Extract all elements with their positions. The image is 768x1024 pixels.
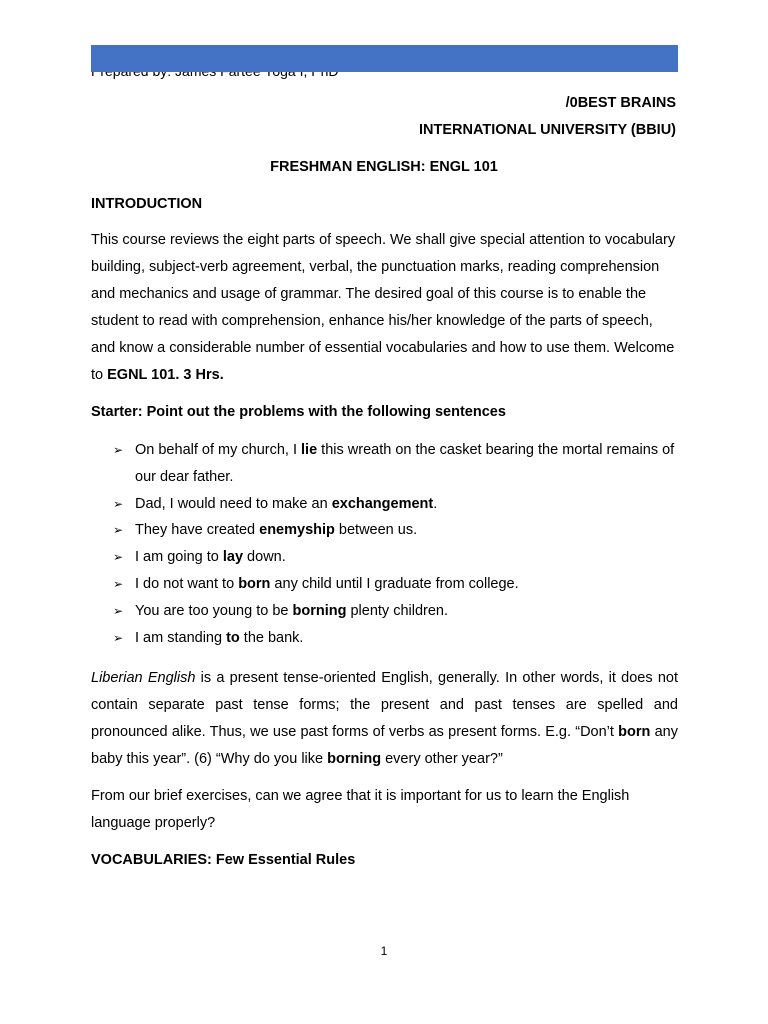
- page-number: 1: [380, 944, 388, 958]
- list-item: [91, 544, 678, 571]
- list-item-text: I am going to lay down.: [135, 549, 286, 566]
- list-item: [91, 517, 678, 544]
- arrow-bullet-icon: ➢: [113, 443, 124, 457]
- institution-line-2: INTERNATIONAL UNIVERSITY (BBIU): [419, 122, 676, 138]
- starter-list: [91, 437, 678, 651]
- arrow-bullet-icon: ➢: [113, 523, 124, 538]
- introduction-heading: INTRODUCTION: [91, 196, 203, 212]
- vocab-heading: VOCABULARIES: Few Essential Rules: [91, 852, 356, 868]
- institution-line-1: /0BEST BRAINS: [565, 95, 676, 111]
- exercise-note-paragraph: From our brief exercises, can we agree that it is important for us to learn the English language properly?: [91, 788, 630, 831]
- list-item: [91, 491, 678, 518]
- list-item-text: On behalf of my church, I lie this wreath on the casket bearing the mortal remains of our dear father.: [135, 442, 675, 485]
- list-item-text: Dad, I would need to make an exchangement.: [135, 495, 438, 512]
- list-item-text: I am standing to the bank.: [135, 629, 304, 646]
- liberian-english-paragraph: Liberian English is a present tense-oriented English, generally. In other words, it does not contain separate past tense forms; the present and past tenses are spelled and pronounced alike. Thus, we use past forms of verbs as present forms. E.g. “Don’t born any baby this year”. (6) “Why do you like borning every other year?”: [91, 670, 678, 767]
- arrow-bullet-icon: ➢: [113, 603, 124, 618]
- course-title: FRESHMAN ENGLISH: ENGL 101: [270, 159, 498, 175]
- introduction-body: This course reviews the eight parts of speech. We shall give special attention to vocabulary building, subject-verb agreement, verbal, the punctuation marks, reading comprehension and mechanics and usage of grammar. The desired goal of this course is to enable the student to read with comprehension, enhance his/her knowledge of the parts of speech, and know a considerable number of essential vocabularies and how to use them. Welcome to: [91, 232, 676, 383]
- list-item-text: I do not want to born any child until I graduate from college.: [135, 575, 519, 592]
- introduction-paragraph: [91, 227, 678, 389]
- introduction-course-code: EGNL 101. 3 Hrs.: [107, 367, 224, 383]
- list-item: [91, 437, 678, 491]
- list-item: [91, 625, 678, 652]
- list-item-text: They have created enemyship between us.: [135, 522, 418, 539]
- list-item: [91, 571, 678, 598]
- list-item-text: You are too young to be borning plenty children.: [135, 602, 449, 619]
- arrow-bullet-icon: ➢: [113, 496, 124, 511]
- arrow-bullet-icon: ➢: [113, 576, 124, 591]
- arrow-bullet-icon: ➢: [113, 630, 124, 645]
- arrow-bullet-icon: ➢: [113, 550, 124, 565]
- starter-heading: Starter: Point out the problems with the following sentences: [91, 404, 506, 420]
- header-bar: [91, 45, 678, 72]
- list-item: [91, 598, 678, 625]
